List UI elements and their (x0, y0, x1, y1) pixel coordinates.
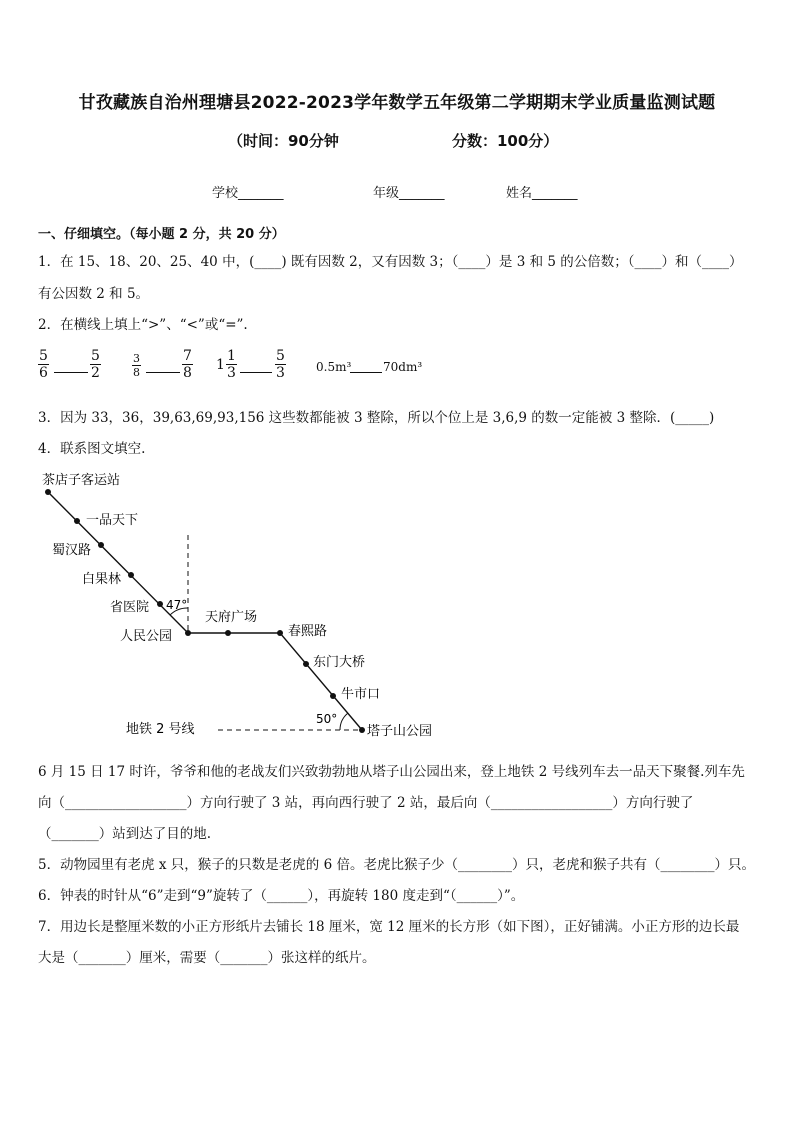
station-label: 塔子山公园 (367, 724, 433, 739)
subway-map (0, 460, 500, 750)
question-4-para-2: 向（__________________）方向行驶了 3 站，再向西行驶了 2 站，最后向（__________________）方向行驶了 (38, 795, 694, 811)
station-dot (330, 693, 336, 699)
answer-blank[interactable] (240, 372, 272, 373)
station-dot (157, 601, 163, 607)
station-label: 牛市口 (341, 687, 381, 702)
page-title: 甘孜藏族自治州理塘县2022-2023学年数学五年级第二学期期末学业质量监测试题 (78, 93, 716, 113)
station-dot (359, 727, 365, 733)
angle-label: 47° (166, 598, 188, 612)
question-7-line-1: 7．用边长是整厘米数的小正方形纸片去铺长 18 厘米，宽 12 厘米的长方形（如下图），正好铺满。小正方形的边长最 (38, 919, 740, 935)
station-dot (225, 630, 231, 636)
station-label: 东门大桥 (313, 655, 366, 670)
station-dot (277, 630, 283, 636)
fraction-3-8: $\frac{3}{8}$ (133, 352, 140, 379)
station-label: 白果林 (82, 572, 122, 587)
station-label: 省医院 (110, 600, 150, 615)
station-dot (98, 542, 104, 548)
fraction-5-3: $\frac{5}{3}$ (276, 348, 285, 381)
station-label: 天府广场 (205, 610, 258, 625)
angle-label: 50° (316, 712, 338, 726)
time-info: （时间：90分钟 (228, 132, 339, 150)
metro-line-label: 地铁 2 号线 (126, 722, 195, 737)
question-6-text: 6．钟表的时针从“6”走到“9”旋转了（______），再旋转 180 度走到“（______）”。 (38, 888, 525, 904)
school-field: 学校_______ (212, 186, 284, 201)
volume-right: 70dm³ (383, 360, 423, 374)
fraction-5-6: $\frac{5}{6}$ (39, 348, 48, 381)
question-3-text: 3．因为 33，36，39,63,69,93,156 这些数都能被 3 整除，所以个位上是 3,6,9 的数一定能被 3 整除．(_____) (38, 410, 715, 426)
station-label: 春熙路 (288, 624, 328, 639)
station-label: 一品天下 (86, 513, 139, 528)
station-label: 茶店子客运站 (42, 473, 121, 488)
answer-blank[interactable] (146, 372, 180, 373)
fraction-1-3: $\frac{1}{3}$ (227, 348, 236, 381)
station-dot (74, 518, 80, 524)
question-7-line-2: 大是（_______）厘米，需要（_______）张这样的纸片。 (38, 950, 376, 966)
volume-left: 0.5m³ (316, 360, 352, 374)
station-dot (128, 572, 134, 578)
answer-blank[interactable] (54, 372, 88, 373)
station-dot (45, 489, 51, 495)
angle-arc (340, 713, 348, 730)
station-label: 人民公园 (120, 629, 173, 644)
question-1-line-1: 1．在 15、18、20、25、40 中，(____) 既有因数 2，又有因数 3；（____）是 3 和 5 的公倍数；（____）和（____） (38, 254, 743, 270)
question-1-line-2: 有公因数 2 和 5。 (38, 286, 150, 302)
answer-blank[interactable] (350, 372, 382, 373)
question-2-text: 2．在横线上填上“>”、“<”或“=”. (38, 317, 248, 333)
question-4-text: 4．联系图文填空. (38, 441, 146, 457)
score-info: 分数：100分） (452, 132, 559, 150)
station-dot (303, 661, 309, 667)
question-5-text: 5．动物园里有老虎 x 只，猴子的只数是老虎的 6 倍。老虎比猴子少（________）只，老虎和猴子共有（________）只。 (38, 857, 755, 873)
station-label: 蜀汉路 (52, 543, 92, 558)
question-4-para-1: 6 月 15 日 17 时许，爷爷和他的老战友们兴致勃勃地从塔子山公园出来，登上地铁 2 号线列车去一品天下聚餐.列车先 (38, 764, 745, 780)
section-heading: 一、仔细填空。（每小题 2 分，共 20 分） (38, 227, 285, 242)
fraction-5-2: $\frac{5}{2}$ (91, 348, 100, 381)
question-4-para-3: （_______）站到达了目的地. (38, 826, 212, 842)
name-field: 姓名_______ (506, 186, 578, 201)
fraction-7-8: $\frac{7}{8}$ (183, 348, 192, 381)
station-dot (185, 630, 191, 636)
mixed-whole: 1 (216, 357, 225, 373)
grade-field: 年级_______ (373, 186, 445, 201)
